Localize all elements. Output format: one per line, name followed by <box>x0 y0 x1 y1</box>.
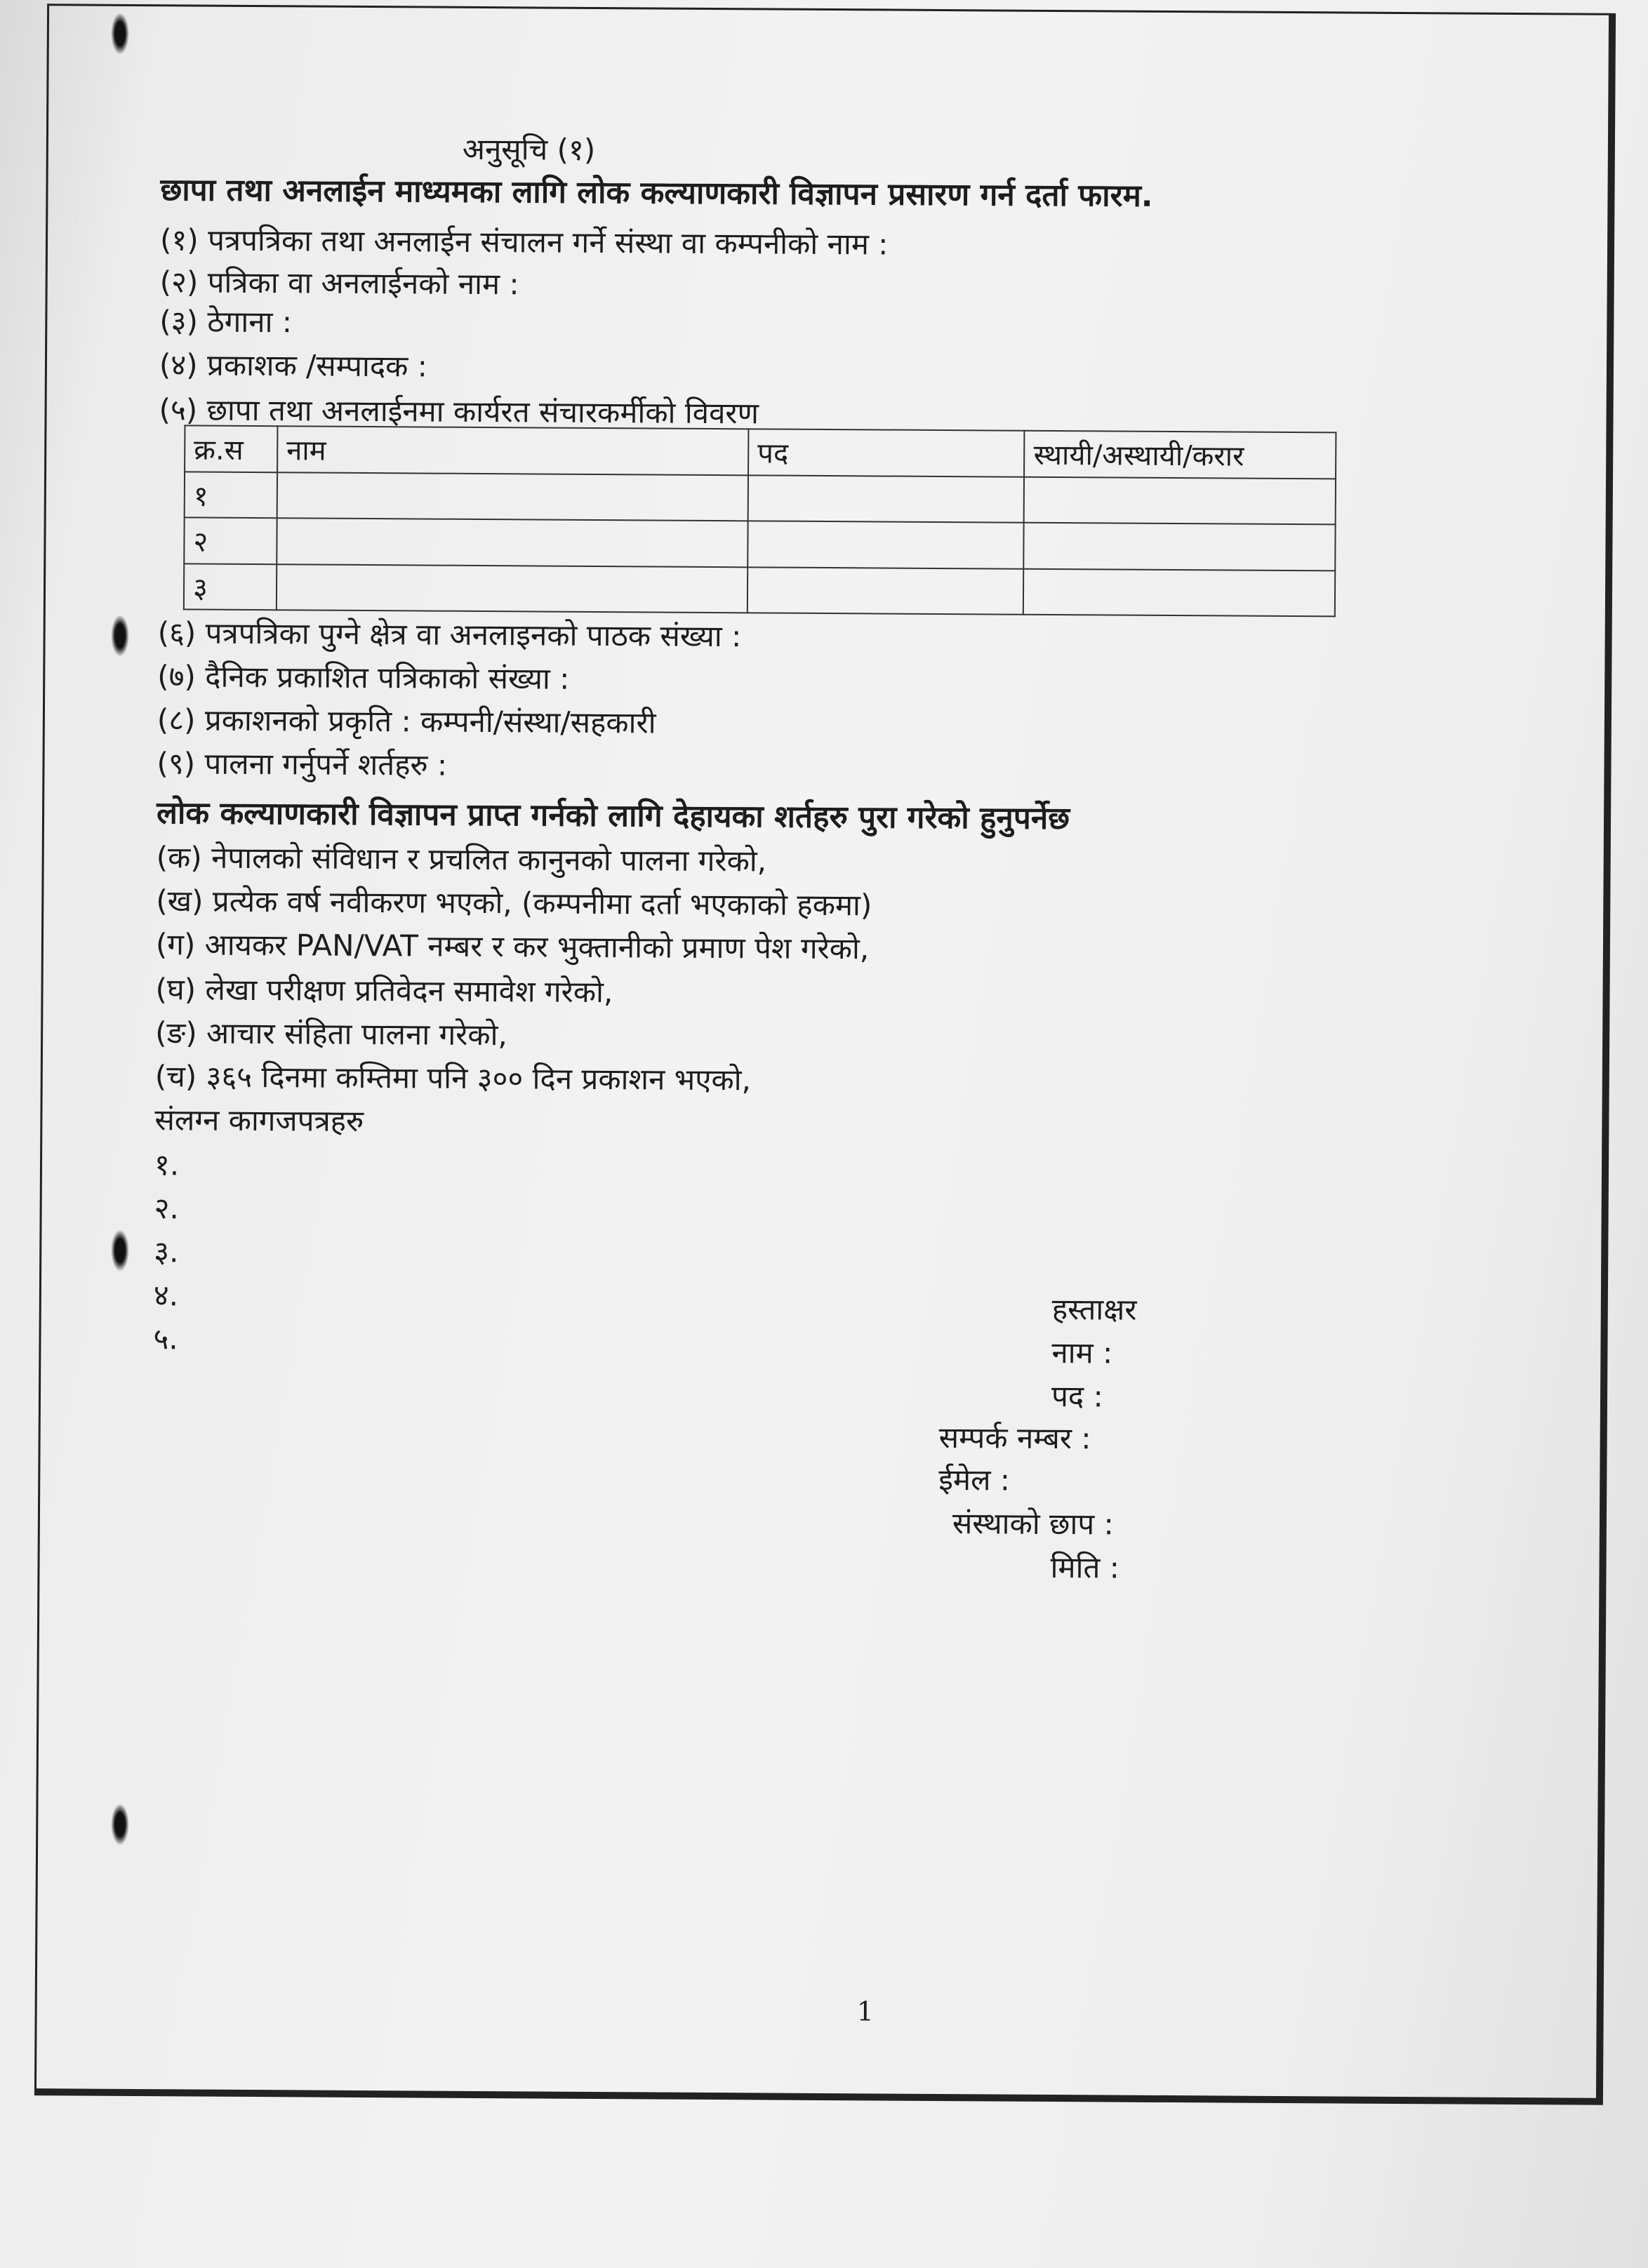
form-title: छापा तथा अनलाईन माध्यमका लागि लोक कल्याणकारी विज्ञापन प्रसारण गर्न दर्ता फारम. <box>160 172 1153 214</box>
header-position: पद <box>748 429 1025 476</box>
table-row <box>184 517 1335 571</box>
table-row <box>185 472 1336 525</box>
row-serial: ३ <box>184 563 277 610</box>
signatory-position-label: पद : <box>1051 1378 1103 1414</box>
field-2: (२) पत्रिका वा अनलाईनको नाम : <box>159 265 519 302</box>
row-serial: १ <box>185 472 277 518</box>
row-position-cell[interactable] <box>747 567 1024 615</box>
field-8: (८) प्रकाशनको प्रकृति : कम्पनी/संस्था/सहकारी <box>157 702 656 740</box>
field-5: (५) छापा तथा अनलाईनमा कार्यरत संचारकर्मीको विवरण <box>159 392 759 431</box>
field-4: (४) प्रकाशक /सम्पादक : <box>159 347 428 384</box>
punch-hole-mark <box>111 615 129 657</box>
row-serial: २ <box>184 517 277 563</box>
conditions-heading: लोक कल्याणकारी विज्ञापन प्राप्त गर्नको लागि देहायका शर्तहरु पुरा गरेको हुनुपर्नेछ <box>156 795 1070 837</box>
condition-kha: (ख) प्रत्येक वर्ष नवीकरण भएको, (कम्पनीमा दर्ता भएकाको हकमा) <box>156 883 872 923</box>
staff-table <box>183 425 1337 617</box>
table-header-row <box>185 425 1336 479</box>
field-6: (६) पत्रपत्रिका पुग्ने क्षेत्र वा अनलाइनको पाठक संख्या : <box>157 615 742 654</box>
condition-gha: (घ) लेखा परीक्षण प्रतिवेदन समावेश गरेको, <box>155 972 613 1010</box>
row-name-cell[interactable] <box>277 564 747 613</box>
date-label: मिति : <box>1050 1549 1120 1585</box>
punch-hole-mark <box>111 13 129 55</box>
organization-seal-label: संस्थाको छाप : <box>952 1506 1114 1542</box>
table-row <box>184 563 1335 617</box>
row-name-cell[interactable] <box>277 472 748 521</box>
attachments-label: संलग्न कागजपत्रहरु <box>154 1102 364 1138</box>
punch-hole-mark <box>111 1229 129 1272</box>
field-7: (७) दैनिक प्रकाशित पत्रिकाको संख्या : <box>157 659 570 696</box>
signature-label: हस्ताक्षर <box>1051 1291 1137 1327</box>
header-name: नाम <box>277 426 748 475</box>
condition-ka: (क) नेपालको संविधान र प्रचलित कानुनको पालना गरेको, <box>156 840 767 879</box>
condition-cha: (च) ३६५ दिनमा कम्तिमा पनि ३०० दिन प्रकाशन भएको, <box>154 1059 752 1098</box>
annex-title: अनुसूचि (१) <box>462 131 596 167</box>
field-3: (३) ठेगाना : <box>159 304 293 340</box>
attachment-2: २. <box>154 1191 179 1226</box>
contact-number-label: सम्पर्क नम्बर : <box>938 1420 1091 1456</box>
page-number: 1 <box>856 1996 874 2027</box>
field-1: (१) पत्रपत्रिका तथा अनलाईन संचालन गर्ने संस्था वा कम्पनीको नाम : <box>159 222 889 262</box>
row-status-cell[interactable] <box>1023 568 1335 616</box>
email-label: ईमेल : <box>938 1462 1011 1497</box>
page-border <box>34 4 1616 2105</box>
row-position-cell[interactable] <box>748 475 1025 523</box>
row-status-cell[interactable] <box>1024 476 1336 524</box>
attachment-5: ५. <box>153 1321 178 1356</box>
header-status: स्थायी/अस्थायी/करार <box>1024 431 1336 479</box>
attachment-1: १. <box>154 1147 180 1182</box>
row-position-cell[interactable] <box>747 521 1024 568</box>
punch-hole-mark <box>111 1803 129 1846</box>
condition-nga: (ङ) आचार संहिता पालना गरेको, <box>155 1015 507 1053</box>
signatory-name-label: नाम : <box>1051 1335 1113 1370</box>
condition-ga: (ग) आयकर PAN/VAT नम्बर र कर भुक्तानीको प्रमाण पेश गरेको, <box>155 927 870 966</box>
field-9: (९) पालना गर्नुपर्ने शर्तहरु : <box>157 746 448 782</box>
row-name-cell[interactable] <box>277 518 747 567</box>
header-serial: क्र.स <box>185 425 277 472</box>
attachment-4: ४. <box>153 1278 179 1313</box>
attachment-3: ३. <box>154 1234 179 1269</box>
row-status-cell[interactable] <box>1024 523 1336 571</box>
